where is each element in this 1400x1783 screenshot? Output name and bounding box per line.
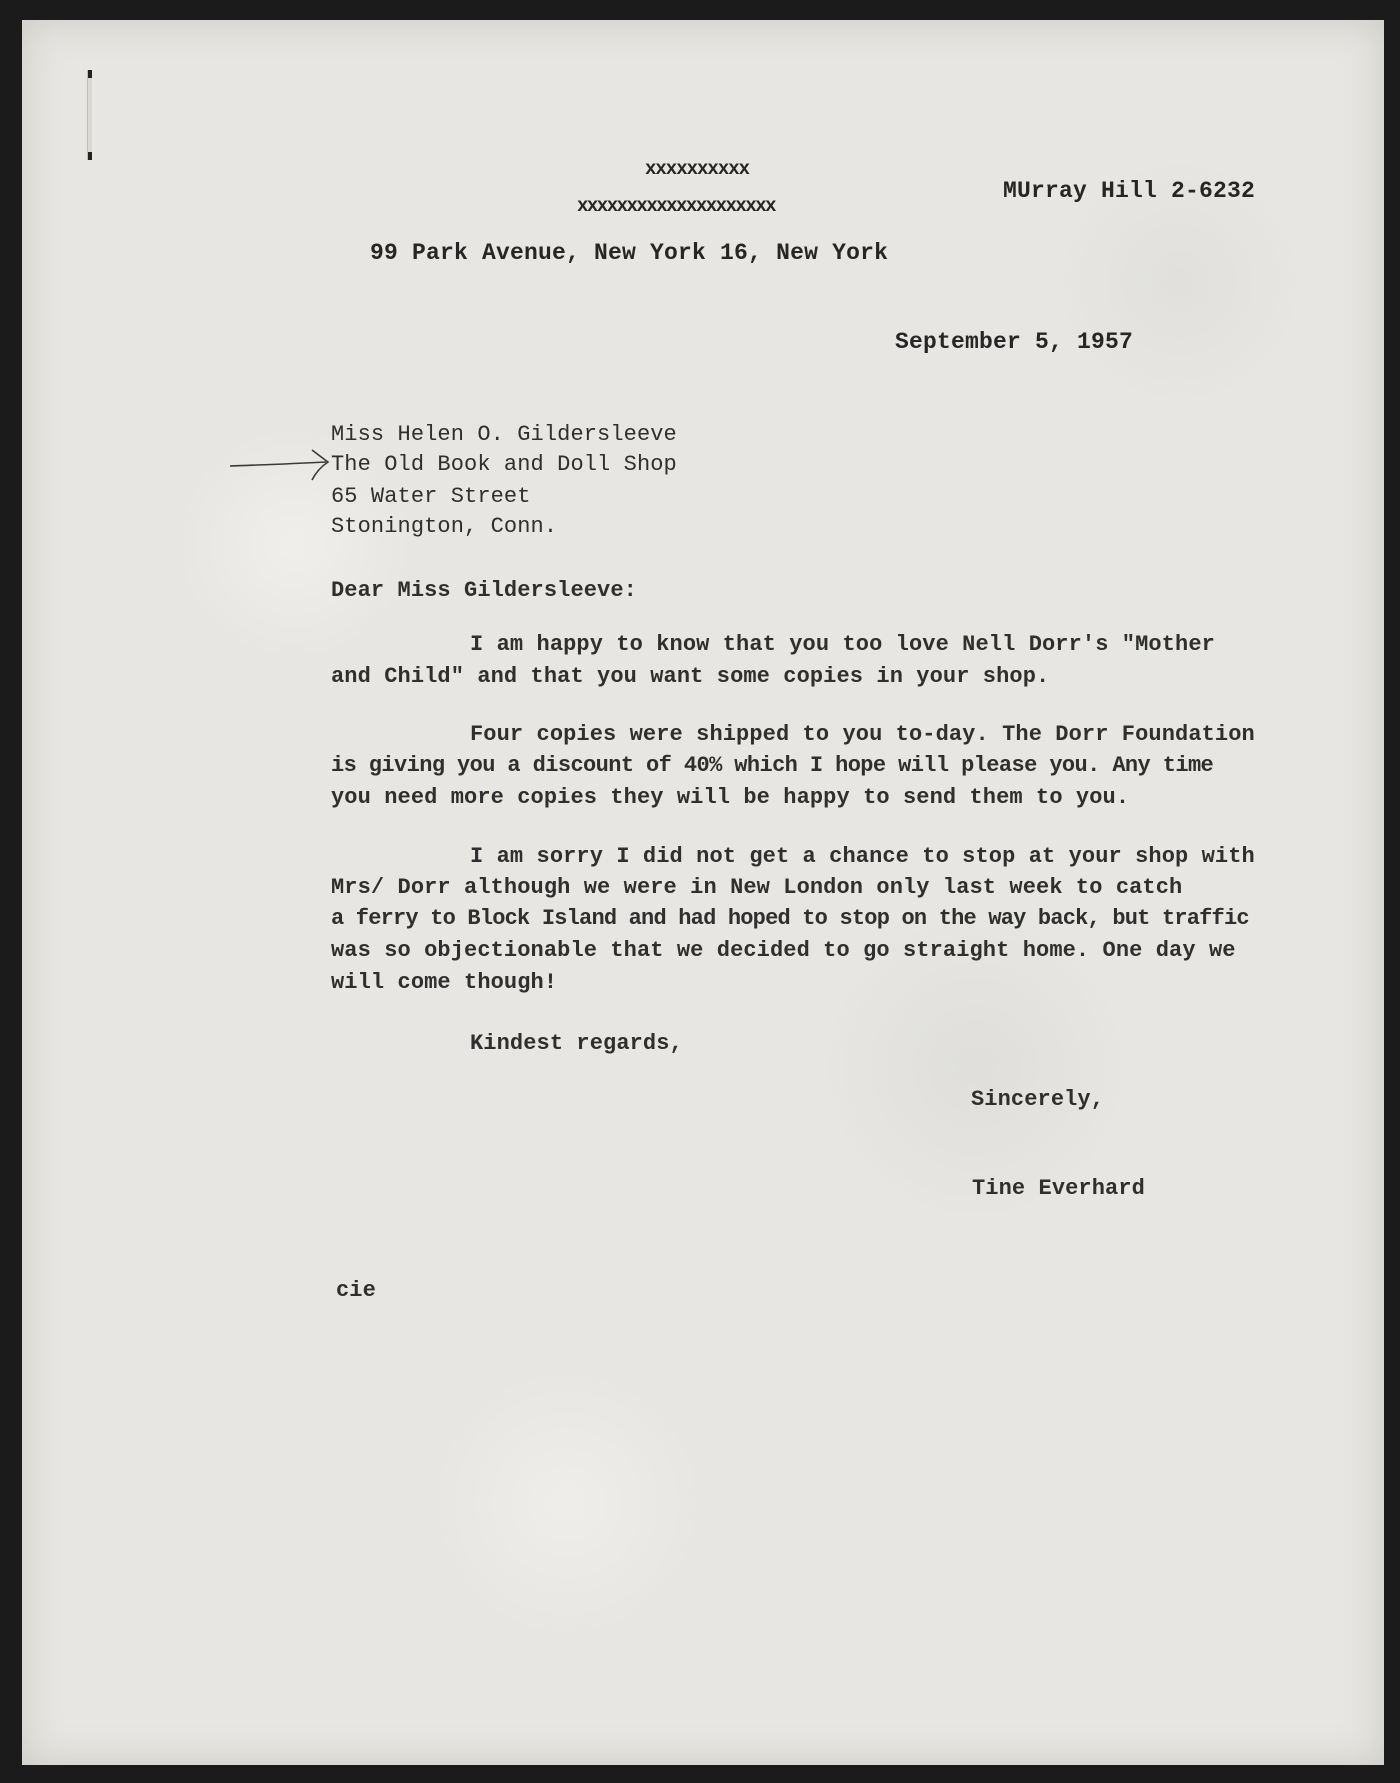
salutation: Dear Miss Gildersleeve: — [331, 578, 637, 603]
paragraph-line: I am happy to know that you too love Nell Dorr's "Mother — [470, 632, 1215, 657]
kindest-regards: Kindest regards, — [470, 1031, 683, 1056]
paragraph-line: Four copies were shipped to you to-day. The Dorr Foundation — [470, 722, 1255, 747]
paragraph-line: and Child" and that you want some copies in your shop. — [331, 664, 1050, 689]
recipient-city: Stonington, Conn. — [331, 514, 558, 539]
paragraph-line: you need more copies they will be happy to send them to you. — [331, 785, 1130, 810]
paragraph-line: is giving you a discount of 40% which I hope will please you. Any time — [331, 753, 1214, 778]
paragraph-line: will come though! — [331, 970, 558, 995]
typist-initials: cie — [336, 1278, 376, 1303]
recipient-street: 65 Water Street — [331, 484, 531, 509]
letter-date: September 5, 1957 — [895, 329, 1134, 355]
paragraph-line: was so objectionable that we decided to go straight home. One day we — [331, 938, 1236, 963]
closing-sincerely: Sincerely, — [971, 1087, 1105, 1112]
signer-name: Tine Everhard — [972, 1176, 1145, 1201]
recipient-shop: The Old Book and Doll Shop — [331, 452, 677, 477]
paragraph-line: Mrs/ Dorr although we were in New London only last week to catch — [331, 875, 1183, 900]
letterhead-phone: MUrray Hill 2-6232 — [1003, 178, 1256, 204]
handwritten-arrow-icon — [228, 444, 333, 484]
paragraph-line: I am sorry I did not get a chance to stop at your shop with — [470, 844, 1255, 869]
struck-letterhead-line-2: xxxxxxxxxxxxxxxxxxxx — [577, 195, 776, 217]
letterhead-address: 99 Park Avenue, New York 16, New York — [370, 240, 889, 266]
struck-letterhead-line-1: xxxxxxxxxx — [645, 158, 750, 180]
recipient-name: Miss Helen O. Gildersleeve — [331, 422, 677, 447]
paragraph-line: a ferry to Block Island and had hoped to stop on the way back, but traffic — [331, 906, 1249, 931]
staple-mark — [87, 70, 92, 160]
